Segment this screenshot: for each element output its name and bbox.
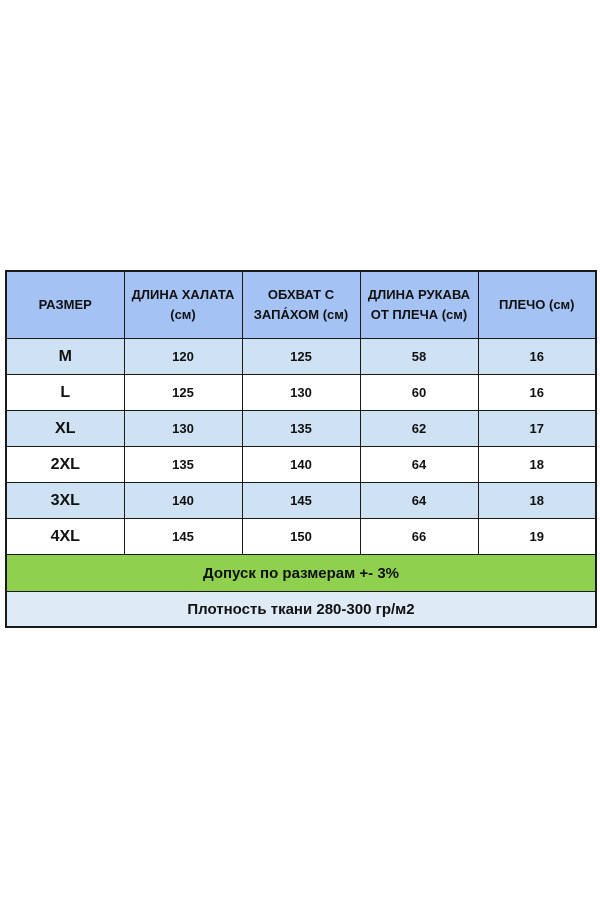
wrap-girth-cell: 140 [242,447,360,483]
shoulder-cell: 18 [478,483,596,519]
robe-length-cell: 135 [124,447,242,483]
header-wrap-girth: ОБХВАТ С ЗАПА́ХОМ (см) [242,271,360,339]
tolerance-note: Допуск по размерам +- 3% [6,555,596,592]
robe-length-cell: 130 [124,411,242,447]
tolerance-row [6,555,596,592]
sleeve-length-cell: 58 [360,339,478,375]
size-cell: 3XL [6,483,124,519]
header-size: РАЗМЕР [6,271,124,339]
table-row [6,339,596,375]
size-cell: 2XL [6,447,124,483]
header-robe-length: ДЛИНА ХАЛАТА (см) [124,271,242,339]
sleeve-length-cell: 66 [360,519,478,555]
robe-length-cell: 120 [124,339,242,375]
shoulder-cell: 19 [478,519,596,555]
table-row [6,411,596,447]
table-row [6,375,596,411]
wrap-girth-cell: 150 [242,519,360,555]
size-cell: L [6,375,124,411]
wrap-girth-cell: 135 [242,411,360,447]
shoulder-cell: 16 [478,339,596,375]
header-sleeve-length: ДЛИНА РУКАВА ОТ ПЛЕЧА (см) [360,271,478,339]
table-row [6,447,596,483]
size-cell: XL [6,411,124,447]
sleeve-length-cell: 60 [360,375,478,411]
density-row [6,592,596,628]
size-chart-table [5,270,597,628]
header-row [6,271,596,339]
table-row [6,483,596,519]
sleeve-length-cell: 64 [360,483,478,519]
sleeve-length-cell: 64 [360,447,478,483]
shoulder-cell: 17 [478,411,596,447]
robe-length-cell: 140 [124,483,242,519]
wrap-girth-cell: 130 [242,375,360,411]
density-note: Плотность ткани 280-300 гр/м2 [6,592,596,628]
header-shoulder: ПЛЕЧО (см) [478,271,596,339]
shoulder-cell: 18 [478,447,596,483]
robe-length-cell: 125 [124,375,242,411]
sleeve-length-cell: 62 [360,411,478,447]
table-row [6,519,596,555]
shoulder-cell: 16 [478,375,596,411]
wrap-girth-cell: 145 [242,483,360,519]
size-cell: 4XL [6,519,124,555]
size-cell: M [6,339,124,375]
robe-length-cell: 145 [124,519,242,555]
wrap-girth-cell: 125 [242,339,360,375]
